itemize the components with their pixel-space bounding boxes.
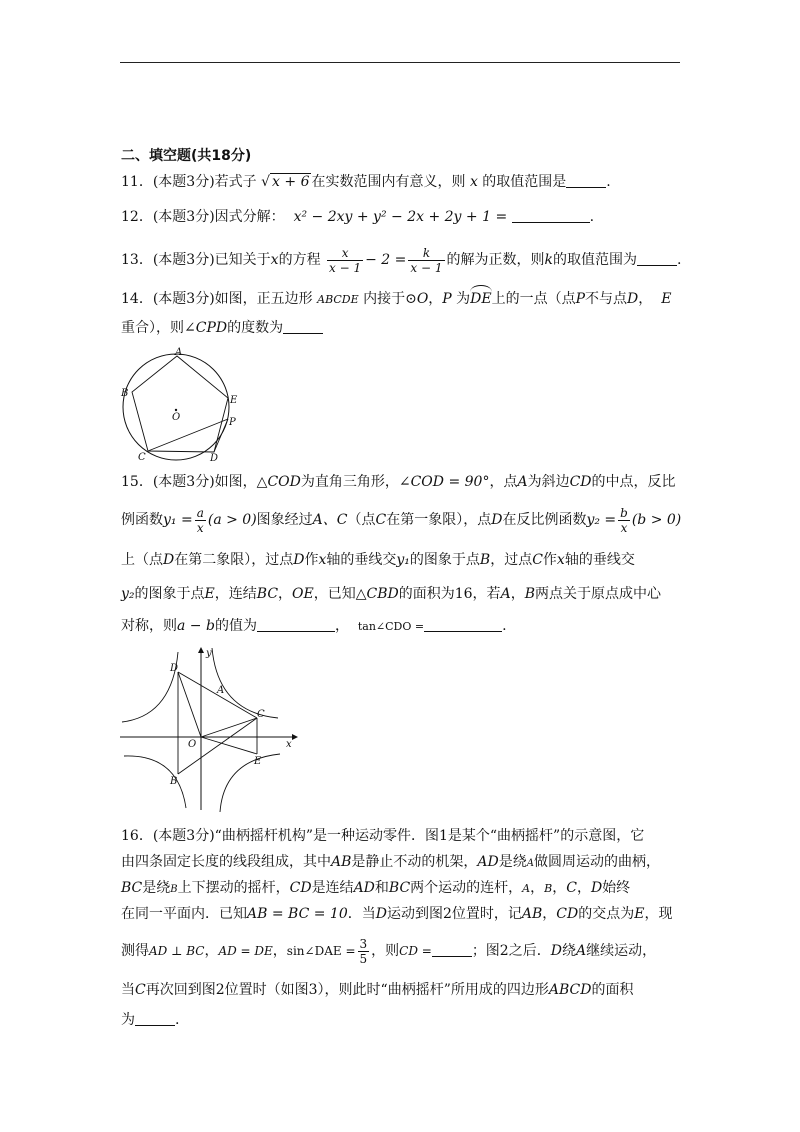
q15-label-y: y <box>206 648 212 659</box>
q13-f1-den: x − 1 <box>329 260 362 275</box>
q16-text: ， <box>542 906 557 922</box>
q16-var: A <box>526 858 534 869</box>
q15-number: 15． <box>121 474 153 490</box>
q16-frac-num: 3 <box>359 936 368 951</box>
q16-text: ，则 <box>371 943 400 959</box>
question-16-line-5 <box>121 934 656 968</box>
question-15-line-4 <box>121 584 661 604</box>
q16-text: . <box>175 1012 180 1028</box>
question-16-line-6 <box>121 980 633 1000</box>
q15-c: C <box>375 512 387 528</box>
q14-pentagon-shape <box>132 356 228 452</box>
q13-f2-den: x − 1 <box>410 260 443 275</box>
q14-number: 14． <box>121 291 153 307</box>
q15-fb-num: b <box>620 505 628 520</box>
q13-mid: − 2 = <box>365 252 407 268</box>
question-16-line-7 <box>121 1010 179 1030</box>
q15-angle: ∠COD = 90° <box>398 474 490 490</box>
question-16-line-2 <box>121 852 660 874</box>
q15-text: 的图象于点 <box>134 586 205 602</box>
q11-radical: √ x + 6 <box>261 174 310 190</box>
q14-arc-de: DE <box>470 291 492 307</box>
q13-text: 的方程 <box>278 252 321 268</box>
q15-cond-a: (a > 0) <box>207 512 257 528</box>
q15-text: 的面积为16，若 <box>398 586 501 602</box>
q16-text: ， <box>576 880 591 896</box>
q15-y2: y₂ = <box>586 512 617 528</box>
q15-var: D <box>163 552 175 568</box>
q16-text: 再次回到图2位置时（如图3），则此时“曲柄摇杆”所用成的四边形 <box>145 982 549 998</box>
q15-tan: tan∠CDO = <box>357 620 425 633</box>
q15-var: E <box>204 586 215 602</box>
q15-text: 两点关于原点成中心 <box>534 586 661 602</box>
q16-var: AD = DE <box>218 944 273 958</box>
q16-text: 在同一平面内．已知 <box>121 906 247 922</box>
q15-text: 为直角三角形， <box>300 474 399 490</box>
q16-var: C <box>135 982 146 998</box>
q11-number: 11． <box>121 174 153 190</box>
q15-label-d: D <box>170 663 179 674</box>
q15-cond-b: (b > 0) <box>631 512 682 528</box>
q16-var: AB <box>331 854 352 870</box>
q11-end: . <box>606 174 611 190</box>
q16-var: D <box>590 880 603 896</box>
q15-label-o: O <box>188 739 197 750</box>
q15-text: ， <box>334 618 349 634</box>
q16-var: AD <box>353 880 375 896</box>
q15-var: B <box>479 552 491 568</box>
question-15-line-5 <box>121 616 507 637</box>
q14-angle: ∠CPD <box>184 320 228 336</box>
q15-var: B <box>524 586 535 602</box>
q11-var: x <box>469 174 478 190</box>
q16-var: B <box>544 882 553 895</box>
q16-text: 由四条固定长度的线段组成，其中 <box>121 854 331 870</box>
q16-text: 是绕 <box>142 880 171 896</box>
q16-text: 是连结 <box>311 880 354 896</box>
q12-end: . <box>589 209 595 225</box>
q14-circle: O <box>416 291 429 307</box>
q14-text: 为 <box>456 291 471 307</box>
q15-label-a: A <box>217 685 225 696</box>
q16-var: CD = <box>399 944 432 958</box>
question-13 <box>121 244 681 276</box>
q15-text: ，过点 <box>490 552 533 568</box>
q14-polygon: ABCDE <box>317 293 359 306</box>
q14-pentagon-figure <box>118 344 244 462</box>
q13-k: k <box>544 252 553 268</box>
q15-x-arrow <box>292 734 298 740</box>
q14-text: 内接于⊙ <box>363 291 417 307</box>
q16-var: D <box>375 906 387 922</box>
q14-text: 重合），则 <box>121 320 184 336</box>
q16-text: ，现 <box>644 906 673 922</box>
q16-text: 上下摆动的摇杆， <box>177 880 290 896</box>
q16-text: ， <box>272 943 287 959</box>
question-16-line-3 <box>121 878 630 900</box>
q16-text: ， <box>204 943 219 959</box>
q15-label-c: C <box>257 709 265 720</box>
q15-text: （点 <box>347 512 376 528</box>
q16-answer-blank-1[interactable] <box>432 942 472 957</box>
q14-circle-shape <box>123 354 229 460</box>
q14-d: D <box>627 291 639 307</box>
q15-answer-blank-2[interactable] <box>424 617 502 632</box>
question-15-line-1 <box>121 472 676 492</box>
q16-var: A <box>522 882 531 895</box>
q15-text: 在反比例函数 <box>502 512 587 528</box>
q15-text: 的图象于点 <box>409 552 480 568</box>
q14-text: 的度数为 <box>227 320 284 336</box>
section-title: 二、填空题(共18分) <box>121 148 252 164</box>
q16-text: 两个运动的连杆， <box>410 880 523 896</box>
q15-var: A <box>500 586 511 602</box>
q15-cd: CD <box>569 474 592 490</box>
q14-label-b: B <box>121 388 129 399</box>
q15-coordinate-figure <box>120 644 300 814</box>
q15-text: 的值为 <box>214 618 257 634</box>
q15-text: 的中点，反比 <box>591 474 676 490</box>
q15-var: OE <box>292 586 314 602</box>
q15-var: y₂ <box>121 586 135 602</box>
q16-var: CD <box>289 880 312 896</box>
q14-text: 上的一点（点 <box>491 291 576 307</box>
q12-score: (本题3分) <box>152 209 215 225</box>
q15-var: x <box>556 552 565 568</box>
q14-e: E <box>661 291 672 307</box>
q16-score: (本题3分) <box>152 828 215 844</box>
q14-label-c: C <box>138 452 146 462</box>
q14-p: P <box>442 291 452 307</box>
q15-text: ，已知 <box>313 586 356 602</box>
q16-text: ， <box>552 880 567 896</box>
q13-fraction-1 <box>327 246 363 275</box>
q16-var: ABCD <box>548 982 592 998</box>
q15-text: 轴的垂线交 <box>564 552 635 568</box>
q15-triangle: △COD <box>256 474 301 490</box>
q13-end: . <box>676 252 682 268</box>
q16-var: AD <box>477 854 499 870</box>
q13-fraction-2 <box>408 246 444 275</box>
question-14-line-2 <box>121 318 323 338</box>
q16-text: 的面积 <box>591 982 634 998</box>
q16-text: 是静止不动的机架， <box>351 854 478 870</box>
q15-answer-blank-1[interactable] <box>257 617 335 632</box>
q15-a: A <box>517 474 528 490</box>
q16-text: ．当 <box>347 906 376 922</box>
q15-text: 在第一象限），点 <box>386 512 492 528</box>
q15-fa-num: a <box>196 505 204 520</box>
q14-label-p: P <box>229 417 236 428</box>
q16-var: AD ⊥ BC <box>149 944 205 958</box>
q15-var: C <box>532 552 543 568</box>
q16-var: AB <box>521 906 543 922</box>
q15-var: D <box>293 552 305 568</box>
q15-ac: A、C <box>312 512 348 528</box>
q13-f1-num: x <box>327 246 363 261</box>
q15-text: 例函数 <box>121 512 163 528</box>
q15-curve-y1-q1 <box>212 648 278 718</box>
q11-answer-blank[interactable] <box>566 173 606 188</box>
q16-text: 绕 <box>561 943 576 959</box>
q15-text: ，点 <box>489 474 518 490</box>
q16-text: 的交点为 <box>578 906 635 922</box>
q16-text: 测得 <box>121 943 149 959</box>
q15-var: △CBD <box>355 586 399 602</box>
q15-text: . <box>502 618 507 634</box>
q15-text: ， <box>278 586 293 602</box>
q15-y1: y₁ = <box>163 512 193 528</box>
q13-var: x <box>270 252 279 268</box>
q16-text: 始终 <box>602 880 631 896</box>
q16-text: “曲柄摇杆机构”是一种运动零件．图1是某个“曲柄摇杆”的示意图，它 <box>214 828 645 844</box>
header-rule <box>120 62 680 63</box>
q12-number: 12． <box>121 209 153 225</box>
q16-var: BC <box>388 880 411 896</box>
q15-label-x: x <box>286 739 292 750</box>
question-14-line-1 <box>121 289 671 310</box>
q11-text: 若式子 <box>214 174 257 190</box>
q16-var: B <box>170 884 178 895</box>
q16-text: ， <box>530 880 545 896</box>
q14-label-d: D <box>210 453 219 462</box>
q14-text: 不与点 <box>585 291 628 307</box>
q13-text: 的解为正数，则 <box>446 252 545 268</box>
q16-var: CD <box>556 906 579 922</box>
q14-center-dot <box>175 409 177 411</box>
q15-text: ， <box>510 586 525 602</box>
q16-answer-blank-2[interactable] <box>135 1011 175 1026</box>
q16-var: D <box>550 943 562 959</box>
q15-text: 上（点 <box>121 552 163 568</box>
q14-score: (本题3分) <box>152 291 215 307</box>
q16-var: AB = BC = 10 <box>247 906 348 922</box>
q15-var: BC <box>256 586 279 602</box>
question-16-line-4 <box>121 904 672 924</box>
q16-text: ；图2之后． <box>471 943 551 959</box>
q13-number: 13． <box>121 252 153 268</box>
question-12 <box>121 207 594 227</box>
q14-label-a: A <box>175 347 183 358</box>
q15-segment-do <box>178 672 201 737</box>
q11-text: 在实数范围内有意义，则 <box>311 174 466 190</box>
q16-var: A <box>575 943 587 959</box>
q16-var: BC <box>121 880 143 896</box>
question-15-line-2 <box>121 505 681 535</box>
q12-answer-blank[interactable] <box>512 208 590 223</box>
q15-score: (本题3分) <box>152 474 215 490</box>
question-11 <box>121 172 611 192</box>
q16-fraction <box>358 937 370 966</box>
q13-text: 的取值范围为 <box>552 252 637 268</box>
q16-text: 做圆周运动的曲柄， <box>533 854 660 870</box>
question-16-line-1 <box>121 826 644 846</box>
q16-text: 当 <box>121 982 135 998</box>
q16-text: 和 <box>374 880 389 896</box>
q15-text: 对称，则 <box>121 618 177 634</box>
q15-text: 作 <box>542 552 557 568</box>
q15-fraction-b <box>618 506 630 535</box>
q15-label-b: B <box>170 776 178 787</box>
q14-text: 如图，正五边形 <box>214 291 313 307</box>
q15-fraction-a <box>195 506 206 535</box>
q14-answer-blank[interactable] <box>283 319 323 334</box>
q15-text: 轴的垂线交 <box>326 552 397 568</box>
q16-number: 16． <box>121 828 153 844</box>
q15-var: x <box>318 552 327 568</box>
q13-score: (本题3分) <box>152 252 215 268</box>
q16-text: 为 <box>121 1012 135 1028</box>
q16-var: C <box>566 880 577 896</box>
q11-score: (本题3分) <box>152 174 215 190</box>
q16-frac-den: 5 <box>359 951 368 966</box>
q16-var: E <box>634 906 645 922</box>
q15-text: 图象经过 <box>256 512 313 528</box>
q15-text: 为斜边 <box>527 474 570 490</box>
q15-fa-den: x <box>196 520 204 535</box>
q13-f2-num: k <box>408 246 444 261</box>
q15-curve-y2-q4 <box>220 754 280 812</box>
q15-text: ，连结 <box>214 586 257 602</box>
q12-expression: x² − 2xy + y² − 2x + 2y + 1 = <box>293 209 508 225</box>
q15-text: 如图， <box>214 474 257 490</box>
q15-label-e: E <box>254 756 262 767</box>
q15-var: y₁ <box>396 552 410 568</box>
q12-text: 因式分解： <box>214 209 285 225</box>
q16-text: 是绕 <box>498 854 527 870</box>
q11-radicand: x + 6 <box>272 174 310 190</box>
q14-text: ， <box>428 291 443 307</box>
q15-segment-co <box>201 718 257 737</box>
q14-p2: P <box>575 291 586 307</box>
q15-text: 在第二象限），过点 <box>174 552 294 568</box>
q15-d: D <box>491 512 503 528</box>
q14-text: ， <box>638 291 653 307</box>
q16-text: 运动到图2位置时，记 <box>386 906 522 922</box>
q15-var: a − b <box>177 618 215 634</box>
q14-label-o: O <box>172 412 181 423</box>
q14-label-e: E <box>230 395 238 406</box>
q15-y-arrow <box>198 647 204 653</box>
q13-text: 已知关于 <box>214 252 271 268</box>
q13-answer-blank[interactable] <box>637 251 677 266</box>
q11-text: 的取值范围是 <box>482 174 567 190</box>
q16-text: 继续运动， <box>586 943 657 959</box>
question-15-line-3 <box>121 550 635 570</box>
q15-fb-den: x <box>620 520 628 535</box>
q16-sin: sin∠DAE = <box>286 944 356 958</box>
q15-text: 作 <box>304 552 319 568</box>
